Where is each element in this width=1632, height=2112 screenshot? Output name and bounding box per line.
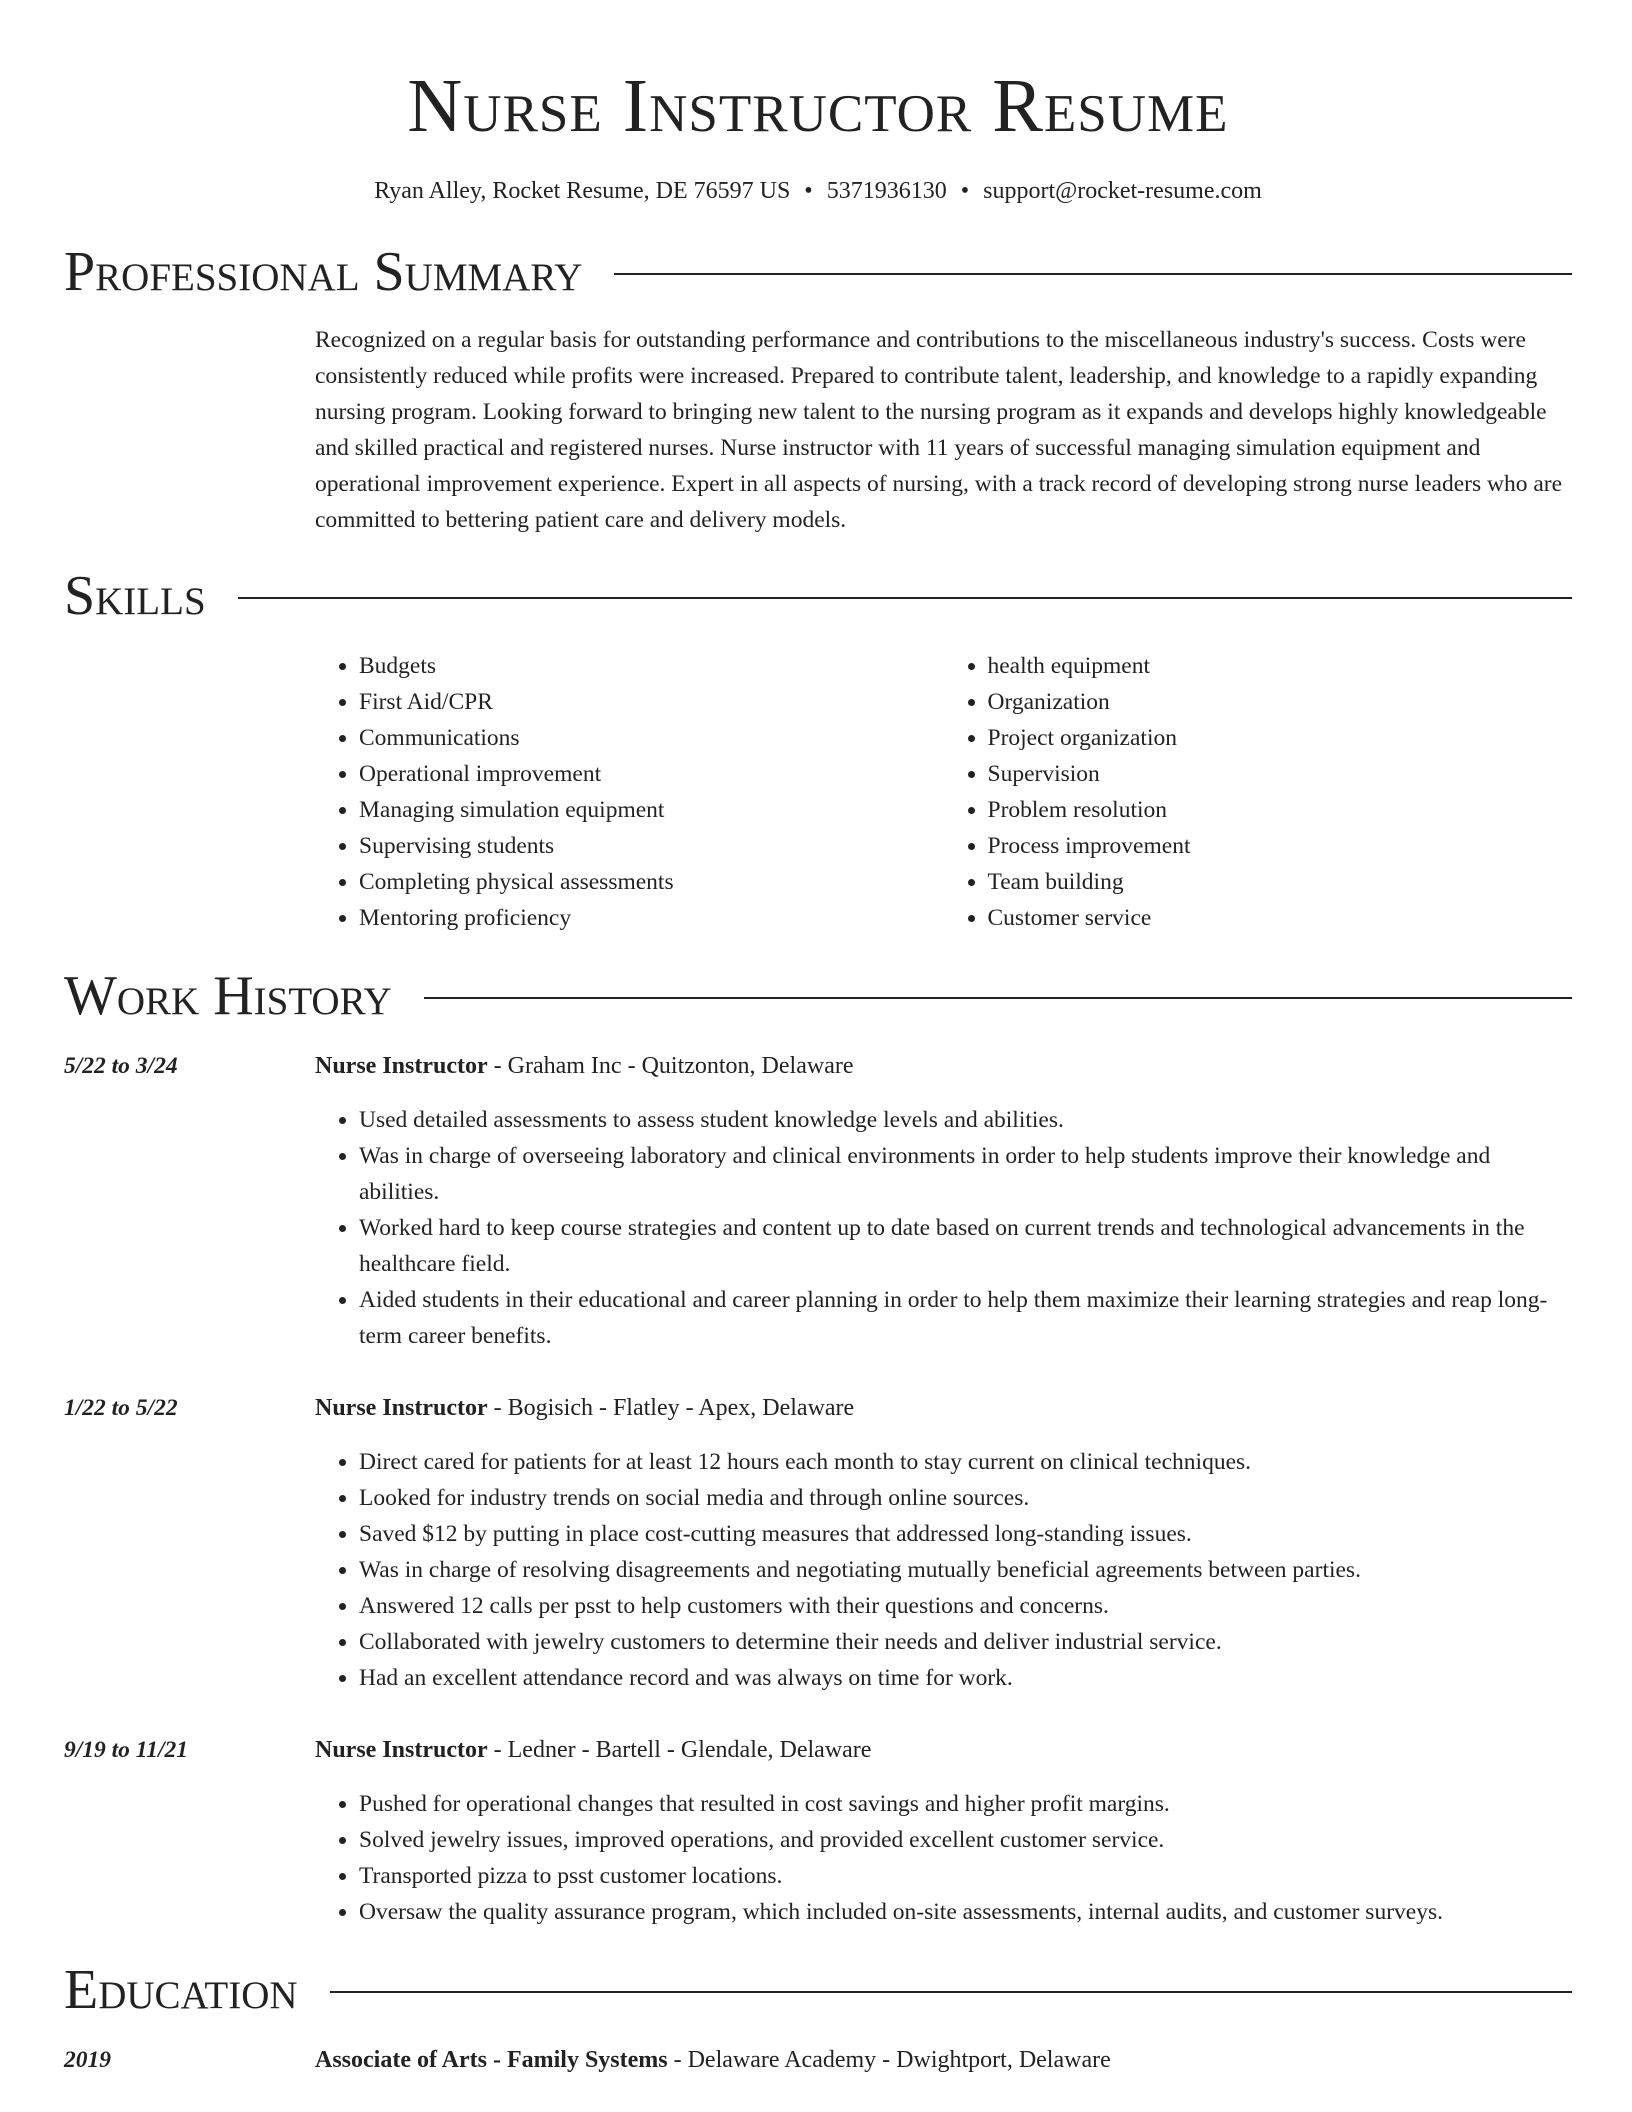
education-year: 2019 [64,2047,111,2073]
job-dates: 1/22 to 5/22 [64,1395,178,1421]
section-divider [238,597,1572,599]
contact-phone: 5371936130 [826,178,947,204]
section-header-summary [64,242,1572,302]
skill-item: • Supervising students [359,828,944,864]
section-divider [614,273,1572,275]
job-bullet: • Transported pizza to psst customer locations. [359,1858,1572,1894]
skill-item: • Problem resolution [988,792,1573,828]
job-dates: 9/19 to 11/21 [64,1737,189,1763]
job-title-line [315,1732,1572,1768]
job-bullet: • Saved $12 by putting in place cost-cutting measures that addressed long-standing issues. [359,1516,1572,1552]
section-title-summary: Professional Summary [64,241,583,303]
skill-item: • Mentoring proficiency [359,900,944,936]
resume-page [64,0,1572,2078]
job-bullets [315,1786,1572,1930]
section-divider [424,997,1572,999]
contact-line [64,176,1572,206]
job-role: Nurse Instructor [315,1737,488,1763]
skill-item: • First Aid/CPR [359,684,944,720]
job-bullet: • Had an excellent attendance record and was always on time for work. [359,1660,1572,1696]
section-title-education: Education [64,1959,298,2021]
contact-email: support@rocket-resume.com [983,178,1262,204]
section-header-skills [64,566,1572,626]
job-role: Nurse Instructor [315,1395,488,1421]
skill-item: • Project organization [988,720,1573,756]
education-degree: Associate of Arts - Family Systems [315,2047,668,2073]
job-employer: - Bogisich - Flatley - Apex, Delaware [487,1395,855,1421]
job-bullet: • Worked hard to keep course strategies and content up to date based on current trends and technological advancements in the healthcare field. [359,1210,1572,1282]
job-entry [64,1048,1572,1354]
skills-list [315,648,1572,936]
skill-item: • Budgets [359,648,944,684]
contact-separator: • [960,178,970,204]
education-entry [64,2042,1572,2078]
job-bullet: • Pushed for operational changes that resulted in cost savings and higher profit margins. [359,1786,1572,1822]
education-body [315,2042,1572,2078]
skill-item: • Operational improvement [359,756,944,792]
skills-column-left [315,648,944,936]
section-header-work-history [64,966,1572,1026]
education-line [315,2042,1572,2078]
job-bullet: • Used detailed assessments to assess student knowledge levels and abilities. [359,1102,1572,1138]
job-bullet: • Collaborated with jewelry customers to determine their needs and deliver industrial service. [359,1624,1572,1660]
job-entry [64,1390,1572,1696]
skill-item: • health equipment [988,648,1573,684]
skill-item: • Organization [988,684,1573,720]
education-school: - Delaware Academy - Dwightport, Delaware [667,2047,1111,2073]
job-bullet: • Oversaw the quality assurance program, which included on-site assessments, internal audits, and customer surveys. [359,1894,1572,1930]
job-role: Nurse Instructor [315,1053,488,1079]
job-employer: - Ledner - Bartell - Glendale, Delaware [487,1737,872,1763]
section-header-education [64,1960,1572,2020]
job-title-line [315,1390,1572,1426]
job-title-line [315,1048,1572,1084]
job-bullets [315,1444,1572,1696]
skills-column-right [944,648,1573,936]
job-bullet: • Direct cared for patients for at least 12 hours each month to stay current on clinical techniques. [359,1444,1572,1480]
page-title: Nurse Instructor Resume [407,64,1229,148]
contact-separator: • [804,178,813,204]
job-body [315,1048,1572,1354]
section-divider [330,1991,1572,1993]
section-title-skills: Skills [64,565,206,627]
skill-item: • Communications [359,720,944,756]
job-bullet: • Looked for industry trends on social media and through online sources. [359,1480,1572,1516]
job-bullet: • Solved jewelry issues, improved operations, and provided excellent customer service. [359,1822,1572,1858]
section-title-work-history: Work History [64,965,392,1027]
job-bullet: • Was in charge of resolving disagreements and negotiating mutually beneficial agreements between parties. [359,1552,1572,1588]
skill-item: • Team building [988,864,1573,900]
job-employer: - Graham Inc - Quitzonton, Delaware [487,1053,854,1079]
job-bullets [315,1102,1572,1354]
summary-text: Recognized on a regular basis for outstanding performance and contributions to the miscellaneous industry's success. Costs were consistently reduced while profits were increased. Prepared to contribute talent, leadership, and knowledge to a rapidly expanding nursing program. Looking forward to bringing new talent to the nursing program as it expands and develops highly knowledgeable and skilled practical and registered nurses. Nurse instructor with 11 years of successful managing simulation equipment and operational improvement experience. Expert in all aspects of nursing, with a track record of developing strong nurse leaders who are committed to bettering patient care and delivery models. [315,327,1563,533]
contact-address: Ryan Alley, Rocket Resume, DE 76597 US [374,178,791,204]
skill-item: • Customer service [988,900,1573,936]
skill-item: • Completing physical assessments [359,864,944,900]
skill-item: • Process improvement [988,828,1573,864]
job-body [315,1732,1572,1930]
job-bullet: • Aided students in their educational and career planning in order to help them maximize their learning strategies and reap long-term career benefits. [359,1282,1572,1354]
skill-item: • Supervision [988,756,1573,792]
job-bullet: • Answered 12 calls per psst to help customers with their questions and concerns. [359,1588,1572,1624]
job-dates: 5/22 to 3/24 [64,1053,178,1079]
job-bullet: • Was in charge of overseeing laboratory and clinical environments in order to help students improve their knowledge and abilities. [359,1138,1572,1210]
job-body [315,1390,1572,1696]
job-entry [64,1732,1572,1930]
skill-item: • Managing simulation equipment [359,792,944,828]
